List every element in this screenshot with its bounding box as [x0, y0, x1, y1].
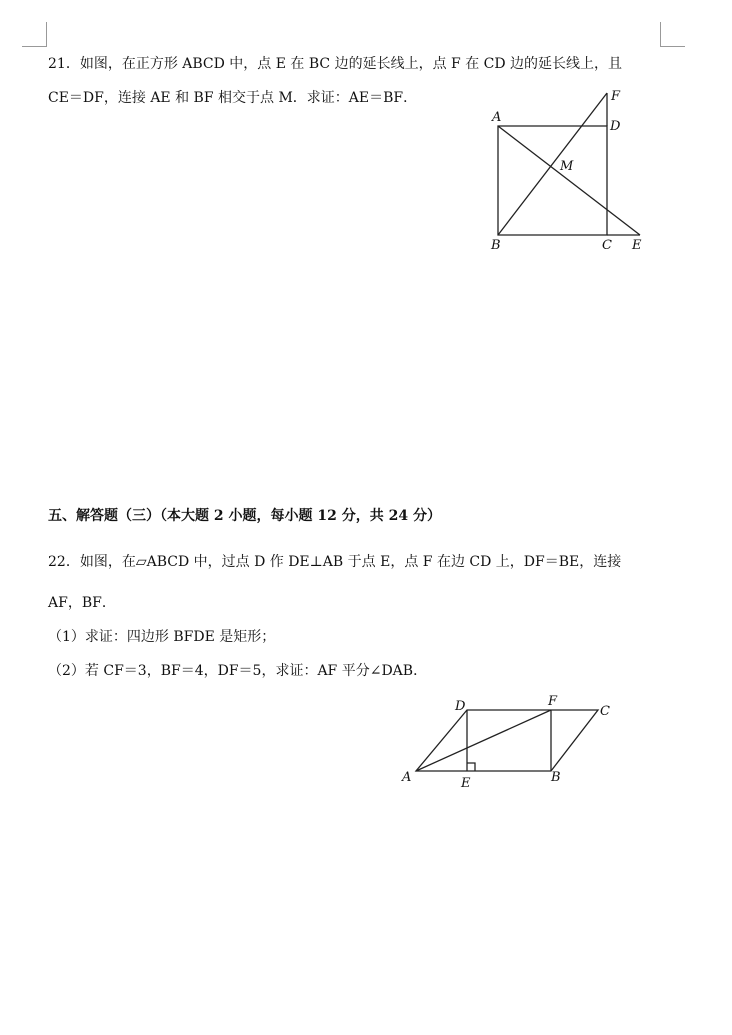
label-F: F — [611, 89, 621, 104]
segment-af — [416, 710, 551, 771]
label-D: D — [455, 699, 466, 714]
label-D: D — [610, 119, 621, 134]
right-angle-mark — [467, 763, 475, 771]
label-A: A — [402, 770, 412, 785]
label-A: A — [492, 110, 502, 125]
label-B: B — [491, 238, 501, 253]
q22-part2: （2）若 CF＝3，BF＝4，DF＝5，求证：AF 平分∠DAB． — [48, 663, 428, 679]
q22-text-line2: AF，BF． — [48, 595, 116, 611]
label-C: C — [600, 704, 610, 719]
q21-text-line2: CE＝DF，连接 AE 和 BF 相交于点 M．求证：AE＝BF． — [48, 90, 418, 106]
label-F: F — [548, 694, 558, 709]
label-C: C — [602, 238, 612, 253]
label-E: E — [632, 238, 642, 253]
q22-part1: （1）求证：四边形 BFDE 是矩形； — [48, 629, 276, 645]
label-B: B — [551, 770, 561, 785]
q22-text-line1: 22．如图，在▱ABCD 中，过点 D 作 DE⊥AB 于点 E，点 F 在边 CD 上，DF＝BE，连接 — [48, 554, 622, 570]
q21-text-line1: 21．如图，在正方形 ABCD 中，点 E 在 BC 边的延长线上，点 F 在 CD 边的延长线上，且 — [48, 56, 623, 72]
label-E: E — [461, 776, 471, 791]
label-M: M — [560, 159, 574, 174]
parallelogram-abcd — [416, 710, 598, 771]
section-five-title: 五、解答题（三）（本大题 2 小题，每小题 12 分，共 24 分） — [48, 508, 441, 524]
